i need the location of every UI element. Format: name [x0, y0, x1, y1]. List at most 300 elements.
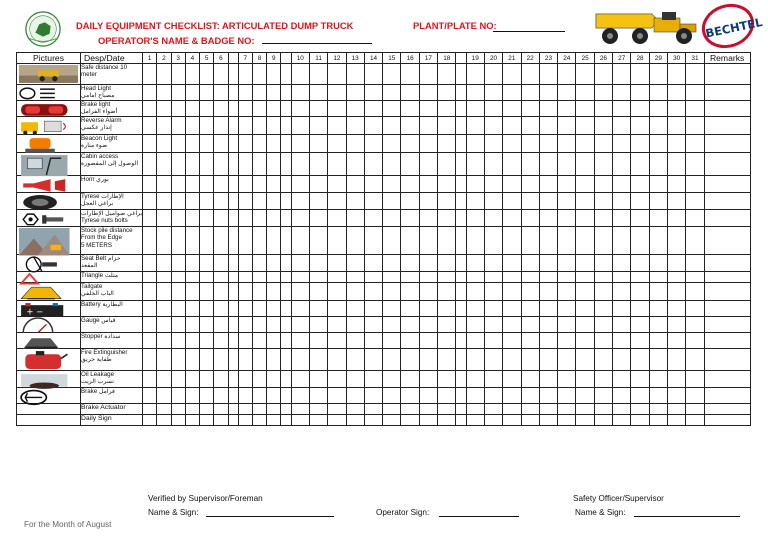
day-check-cell[interactable]	[383, 210, 401, 227]
day-check-cell[interactable]	[200, 176, 214, 193]
day-check-cell[interactable]	[419, 283, 437, 301]
day-check-cell[interactable]	[503, 255, 521, 272]
day-check-cell[interactable]	[438, 333, 456, 349]
day-check-cell[interactable]	[484, 210, 502, 227]
day-check-cell[interactable]	[576, 388, 594, 404]
day-check-cell[interactable]	[539, 333, 557, 349]
day-check-cell[interactable]	[143, 415, 157, 426]
day-check-cell[interactable]	[419, 301, 437, 317]
day-check-cell[interactable]	[309, 153, 327, 176]
day-check-cell[interactable]	[228, 301, 238, 317]
day-check-cell[interactable]	[649, 117, 667, 135]
day-check-cell[interactable]	[649, 333, 667, 349]
day-check-cell[interactable]	[171, 117, 185, 135]
day-check-cell[interactable]	[539, 193, 557, 210]
day-check-cell[interactable]	[649, 101, 667, 117]
day-check-cell[interactable]	[291, 64, 309, 85]
day-check-cell[interactable]	[456, 117, 466, 135]
day-check-cell[interactable]	[466, 227, 484, 255]
day-check-cell[interactable]	[346, 117, 364, 135]
day-check-cell[interactable]	[649, 371, 667, 388]
day-check-cell[interactable]	[613, 404, 631, 415]
day-check-cell[interactable]	[346, 101, 364, 117]
day-check-cell[interactable]	[686, 371, 704, 388]
day-check-cell[interactable]	[484, 388, 502, 404]
day-check-cell[interactable]	[143, 135, 157, 153]
day-check-cell[interactable]	[521, 193, 539, 210]
day-check-cell[interactable]	[157, 283, 171, 301]
day-check-cell[interactable]	[157, 333, 171, 349]
day-check-cell[interactable]	[539, 176, 557, 193]
day-check-cell[interactable]	[539, 388, 557, 404]
day-check-cell[interactable]	[484, 404, 502, 415]
day-check-cell[interactable]	[419, 135, 437, 153]
day-check-cell[interactable]	[668, 255, 686, 272]
day-check-cell[interactable]	[328, 227, 346, 255]
day-check-cell[interactable]	[668, 227, 686, 255]
day-check-cell[interactable]	[171, 227, 185, 255]
day-check-cell[interactable]	[668, 317, 686, 333]
day-check-cell[interactable]	[364, 255, 382, 272]
day-check-cell[interactable]	[631, 135, 649, 153]
plate-number-line[interactable]	[493, 31, 565, 32]
day-check-cell[interactable]	[456, 388, 466, 404]
day-check-cell[interactable]	[328, 317, 346, 333]
day-check-cell[interactable]	[171, 388, 185, 404]
day-check-cell[interactable]	[484, 333, 502, 349]
day-check-cell[interactable]	[521, 301, 539, 317]
remarks-cell[interactable]	[704, 153, 750, 176]
day-check-cell[interactable]	[267, 283, 281, 301]
day-check-cell[interactable]	[576, 227, 594, 255]
day-check-cell[interactable]	[594, 85, 612, 101]
day-check-cell[interactable]	[631, 255, 649, 272]
day-check-cell[interactable]	[613, 388, 631, 404]
day-check-cell[interactable]	[238, 135, 252, 153]
day-check-cell[interactable]	[238, 301, 252, 317]
day-check-cell[interactable]	[171, 64, 185, 85]
day-check-cell[interactable]	[401, 388, 419, 404]
remarks-cell[interactable]	[704, 349, 750, 371]
day-check-cell[interactable]	[539, 371, 557, 388]
day-check-cell[interactable]	[171, 135, 185, 153]
day-check-cell[interactable]	[291, 388, 309, 404]
day-check-cell[interactable]	[558, 210, 576, 227]
day-check-cell[interactable]	[383, 333, 401, 349]
day-check-cell[interactable]	[558, 317, 576, 333]
day-check-cell[interactable]	[649, 153, 667, 176]
day-check-cell[interactable]	[466, 415, 484, 426]
day-check-cell[interactable]	[438, 64, 456, 85]
day-check-cell[interactable]	[521, 101, 539, 117]
day-check-cell[interactable]	[214, 227, 228, 255]
day-check-cell[interactable]	[686, 227, 704, 255]
day-check-cell[interactable]	[383, 101, 401, 117]
day-check-cell[interactable]	[200, 349, 214, 371]
day-check-cell[interactable]	[456, 349, 466, 371]
day-check-cell[interactable]	[649, 255, 667, 272]
day-check-cell[interactable]	[456, 210, 466, 227]
day-check-cell[interactable]	[558, 153, 576, 176]
day-check-cell[interactable]	[309, 415, 327, 426]
day-check-cell[interactable]	[649, 404, 667, 415]
day-check-cell[interactable]	[613, 176, 631, 193]
day-check-cell[interactable]	[631, 283, 649, 301]
day-check-cell[interactable]	[401, 317, 419, 333]
day-check-cell[interactable]	[438, 227, 456, 255]
day-check-cell[interactable]	[267, 210, 281, 227]
day-check-cell[interactable]	[438, 85, 456, 101]
day-check-cell[interactable]	[503, 153, 521, 176]
day-check-cell[interactable]	[200, 272, 214, 283]
day-check-cell[interactable]	[364, 117, 382, 135]
day-check-cell[interactable]	[157, 64, 171, 85]
day-check-cell[interactable]	[484, 227, 502, 255]
day-check-cell[interactable]	[267, 64, 281, 85]
day-check-cell[interactable]	[267, 153, 281, 176]
day-check-cell[interactable]	[456, 415, 466, 426]
day-check-cell[interactable]	[346, 317, 364, 333]
day-check-cell[interactable]	[438, 317, 456, 333]
day-check-cell[interactable]	[484, 64, 502, 85]
day-check-cell[interactable]	[401, 210, 419, 227]
day-check-cell[interactable]	[539, 85, 557, 101]
day-check-cell[interactable]	[309, 301, 327, 317]
day-check-cell[interactable]	[576, 404, 594, 415]
day-check-cell[interactable]	[466, 349, 484, 371]
remarks-cell[interactable]	[704, 255, 750, 272]
day-check-cell[interactable]	[456, 227, 466, 255]
day-check-cell[interactable]	[594, 371, 612, 388]
day-check-cell[interactable]	[200, 193, 214, 210]
day-check-cell[interactable]	[419, 371, 437, 388]
day-check-cell[interactable]	[503, 404, 521, 415]
day-check-cell[interactable]	[309, 227, 327, 255]
day-check-cell[interactable]	[613, 85, 631, 101]
remarks-cell[interactable]	[704, 301, 750, 317]
day-check-cell[interactable]	[686, 85, 704, 101]
day-check-cell[interactable]	[466, 64, 484, 85]
day-check-cell[interactable]	[558, 85, 576, 101]
day-check-cell[interactable]	[521, 210, 539, 227]
day-check-cell[interactable]	[291, 255, 309, 272]
day-check-cell[interactable]	[484, 415, 502, 426]
day-check-cell[interactable]	[613, 101, 631, 117]
day-check-cell[interactable]	[466, 388, 484, 404]
day-check-cell[interactable]	[576, 371, 594, 388]
day-check-cell[interactable]	[281, 349, 291, 371]
day-check-cell[interactable]	[466, 153, 484, 176]
day-check-cell[interactable]	[521, 349, 539, 371]
day-check-cell[interactable]	[631, 272, 649, 283]
day-check-cell[interactable]	[200, 317, 214, 333]
day-check-cell[interactable]	[364, 283, 382, 301]
day-check-cell[interactable]	[214, 135, 228, 153]
day-check-cell[interactable]	[503, 333, 521, 349]
day-check-cell[interactable]	[364, 101, 382, 117]
day-check-cell[interactable]	[291, 415, 309, 426]
day-check-cell[interactable]	[438, 272, 456, 283]
day-check-cell[interactable]	[143, 388, 157, 404]
day-check-cell[interactable]	[521, 85, 539, 101]
day-check-cell[interactable]	[143, 64, 157, 85]
day-check-cell[interactable]	[383, 227, 401, 255]
day-check-cell[interactable]	[438, 117, 456, 135]
day-check-cell[interactable]	[214, 101, 228, 117]
day-check-cell[interactable]	[346, 404, 364, 415]
day-check-cell[interactable]	[171, 255, 185, 272]
day-check-cell[interactable]	[252, 272, 266, 283]
day-check-cell[interactable]	[649, 210, 667, 227]
day-check-cell[interactable]	[438, 301, 456, 317]
day-check-cell[interactable]	[438, 193, 456, 210]
day-check-cell[interactable]	[228, 117, 238, 135]
day-check-cell[interactable]	[558, 415, 576, 426]
day-check-cell[interactable]	[214, 176, 228, 193]
day-check-cell[interactable]	[594, 227, 612, 255]
day-check-cell[interactable]	[238, 333, 252, 349]
day-check-cell[interactable]	[143, 153, 157, 176]
day-check-cell[interactable]	[539, 272, 557, 283]
day-check-cell[interactable]	[503, 227, 521, 255]
day-check-cell[interactable]	[346, 153, 364, 176]
remarks-cell[interactable]	[704, 85, 750, 101]
day-check-cell[interactable]	[157, 210, 171, 227]
day-check-cell[interactable]	[281, 153, 291, 176]
day-check-cell[interactable]	[649, 227, 667, 255]
day-check-cell[interactable]	[383, 371, 401, 388]
day-check-cell[interactable]	[539, 415, 557, 426]
day-check-cell[interactable]	[594, 101, 612, 117]
day-check-cell[interactable]	[267, 227, 281, 255]
day-check-cell[interactable]	[228, 135, 238, 153]
day-check-cell[interactable]	[613, 317, 631, 333]
day-check-cell[interactable]	[267, 404, 281, 415]
day-check-cell[interactable]	[668, 101, 686, 117]
day-check-cell[interactable]	[267, 135, 281, 153]
day-check-cell[interactable]	[438, 415, 456, 426]
day-check-cell[interactable]	[631, 415, 649, 426]
day-check-cell[interactable]	[521, 388, 539, 404]
day-check-cell[interactable]	[649, 283, 667, 301]
day-check-cell[interactable]	[157, 301, 171, 317]
day-check-cell[interactable]	[649, 415, 667, 426]
day-check-cell[interactable]	[668, 85, 686, 101]
day-check-cell[interactable]	[383, 272, 401, 283]
day-check-cell[interactable]	[252, 388, 266, 404]
day-check-cell[interactable]	[267, 415, 281, 426]
day-check-cell[interactable]	[613, 272, 631, 283]
day-check-cell[interactable]	[521, 255, 539, 272]
day-check-cell[interactable]	[594, 415, 612, 426]
day-check-cell[interactable]	[328, 404, 346, 415]
day-check-cell[interactable]	[558, 388, 576, 404]
day-check-cell[interactable]	[291, 227, 309, 255]
day-check-cell[interactable]	[613, 415, 631, 426]
day-check-cell[interactable]	[364, 272, 382, 283]
day-check-cell[interactable]	[171, 176, 185, 193]
day-check-cell[interactable]	[419, 349, 437, 371]
day-check-cell[interactable]	[594, 64, 612, 85]
day-check-cell[interactable]	[521, 317, 539, 333]
day-check-cell[interactable]	[419, 117, 437, 135]
day-check-cell[interactable]	[686, 135, 704, 153]
day-check-cell[interactable]	[185, 176, 199, 193]
day-check-cell[interactable]	[503, 176, 521, 193]
day-check-cell[interactable]	[185, 210, 199, 227]
day-check-cell[interactable]	[401, 415, 419, 426]
day-check-cell[interactable]	[143, 272, 157, 283]
day-check-cell[interactable]	[309, 371, 327, 388]
remarks-cell[interactable]	[704, 283, 750, 301]
day-check-cell[interactable]	[484, 153, 502, 176]
day-check-cell[interactable]	[157, 415, 171, 426]
day-check-cell[interactable]	[238, 227, 252, 255]
day-check-cell[interactable]	[143, 176, 157, 193]
day-check-cell[interactable]	[328, 283, 346, 301]
day-check-cell[interactable]	[238, 64, 252, 85]
day-check-cell[interactable]	[346, 388, 364, 404]
day-check-cell[interactable]	[291, 135, 309, 153]
day-check-cell[interactable]	[631, 333, 649, 349]
day-check-cell[interactable]	[309, 210, 327, 227]
day-check-cell[interactable]	[503, 135, 521, 153]
day-check-cell[interactable]	[539, 283, 557, 301]
day-check-cell[interactable]	[456, 135, 466, 153]
day-check-cell[interactable]	[228, 176, 238, 193]
day-check-cell[interactable]	[228, 193, 238, 210]
day-check-cell[interactable]	[143, 255, 157, 272]
day-check-cell[interactable]	[686, 64, 704, 85]
day-check-cell[interactable]	[419, 210, 437, 227]
day-check-cell[interactable]	[281, 388, 291, 404]
day-check-cell[interactable]	[214, 404, 228, 415]
day-check-cell[interactable]	[383, 349, 401, 371]
day-check-cell[interactable]	[281, 193, 291, 210]
day-check-cell[interactable]	[157, 227, 171, 255]
day-check-cell[interactable]	[668, 404, 686, 415]
day-check-cell[interactable]	[252, 176, 266, 193]
day-check-cell[interactable]	[364, 404, 382, 415]
day-check-cell[interactable]	[214, 272, 228, 283]
day-check-cell[interactable]	[228, 349, 238, 371]
day-check-cell[interactable]	[228, 272, 238, 283]
day-check-cell[interactable]	[328, 371, 346, 388]
day-check-cell[interactable]	[143, 117, 157, 135]
day-check-cell[interactable]	[228, 415, 238, 426]
day-check-cell[interactable]	[200, 117, 214, 135]
day-check-cell[interactable]	[503, 210, 521, 227]
day-check-cell[interactable]	[401, 193, 419, 210]
day-check-cell[interactable]	[613, 210, 631, 227]
day-check-cell[interactable]	[238, 255, 252, 272]
day-check-cell[interactable]	[419, 404, 437, 415]
day-check-cell[interactable]	[484, 135, 502, 153]
day-check-cell[interactable]	[466, 371, 484, 388]
day-check-cell[interactable]	[346, 283, 364, 301]
day-check-cell[interactable]	[613, 153, 631, 176]
day-check-cell[interactable]	[200, 415, 214, 426]
day-check-cell[interactable]	[484, 272, 502, 283]
day-check-cell[interactable]	[214, 317, 228, 333]
day-check-cell[interactable]	[521, 153, 539, 176]
day-check-cell[interactable]	[521, 333, 539, 349]
day-check-cell[interactable]	[309, 388, 327, 404]
day-check-cell[interactable]	[419, 176, 437, 193]
day-check-cell[interactable]	[456, 317, 466, 333]
day-check-cell[interactable]	[686, 388, 704, 404]
day-check-cell[interactable]	[143, 404, 157, 415]
day-check-cell[interactable]	[438, 255, 456, 272]
day-check-cell[interactable]	[613, 135, 631, 153]
day-check-cell[interactable]	[558, 349, 576, 371]
day-check-cell[interactable]	[143, 283, 157, 301]
day-check-cell[interactable]	[594, 193, 612, 210]
day-check-cell[interactable]	[649, 317, 667, 333]
day-check-cell[interactable]	[686, 317, 704, 333]
day-check-cell[interactable]	[346, 272, 364, 283]
day-check-cell[interactable]	[576, 135, 594, 153]
day-check-cell[interactable]	[521, 135, 539, 153]
day-check-cell[interactable]	[383, 193, 401, 210]
day-check-cell[interactable]	[419, 317, 437, 333]
day-check-cell[interactable]	[291, 301, 309, 317]
day-check-cell[interactable]	[328, 255, 346, 272]
day-check-cell[interactable]	[631, 317, 649, 333]
day-check-cell[interactable]	[143, 210, 157, 227]
day-check-cell[interactable]	[686, 117, 704, 135]
day-check-cell[interactable]	[328, 301, 346, 317]
day-check-cell[interactable]	[157, 193, 171, 210]
remarks-cell[interactable]	[704, 176, 750, 193]
day-check-cell[interactable]	[594, 317, 612, 333]
day-check-cell[interactable]	[438, 283, 456, 301]
day-check-cell[interactable]	[539, 101, 557, 117]
day-check-cell[interactable]	[484, 301, 502, 317]
day-check-cell[interactable]	[558, 301, 576, 317]
day-check-cell[interactable]	[539, 349, 557, 371]
day-check-cell[interactable]	[686, 283, 704, 301]
day-check-cell[interactable]	[328, 210, 346, 227]
day-check-cell[interactable]	[686, 301, 704, 317]
day-check-cell[interactable]	[558, 101, 576, 117]
day-check-cell[interactable]	[383, 283, 401, 301]
day-check-cell[interactable]	[214, 283, 228, 301]
day-check-cell[interactable]	[214, 193, 228, 210]
day-check-cell[interactable]	[668, 117, 686, 135]
remarks-cell[interactable]	[704, 227, 750, 255]
day-check-cell[interactable]	[539, 404, 557, 415]
day-check-cell[interactable]	[143, 227, 157, 255]
day-check-cell[interactable]	[238, 415, 252, 426]
day-check-cell[interactable]	[613, 227, 631, 255]
day-check-cell[interactable]	[364, 176, 382, 193]
day-check-cell[interactable]	[185, 193, 199, 210]
day-check-cell[interactable]	[252, 135, 266, 153]
day-check-cell[interactable]	[291, 117, 309, 135]
day-check-cell[interactable]	[401, 301, 419, 317]
day-check-cell[interactable]	[364, 64, 382, 85]
day-check-cell[interactable]	[401, 371, 419, 388]
day-check-cell[interactable]	[668, 388, 686, 404]
day-check-cell[interactable]	[214, 210, 228, 227]
day-check-cell[interactable]	[309, 255, 327, 272]
day-check-cell[interactable]	[631, 210, 649, 227]
day-check-cell[interactable]	[171, 85, 185, 101]
day-check-cell[interactable]	[309, 64, 327, 85]
day-check-cell[interactable]	[503, 117, 521, 135]
day-check-cell[interactable]	[185, 333, 199, 349]
